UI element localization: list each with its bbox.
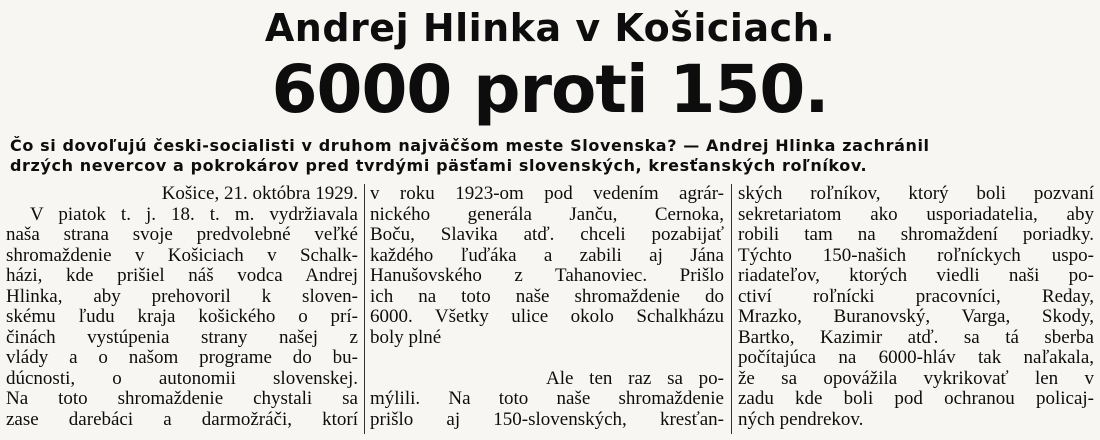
article-line: zadu kde boli pod ochranou policaj- xyxy=(738,388,1094,409)
article-line: skému ľudu kraja košického o prí- xyxy=(6,306,358,327)
article-line: prišlo aj 150-slovenských, kresťan- xyxy=(370,408,724,430)
article-line: Hanušovského z Tahanoviec. Prišlo xyxy=(370,265,724,286)
article-line: naša strana svoje predvolebné veľké xyxy=(6,224,358,245)
article-line: robili tam na shromaždení poriadky. xyxy=(738,224,1094,245)
article-line: riadateľov, ktorých viedli naši po- xyxy=(738,265,1094,286)
article-line: mýlili. Na toto naše shromaždenie xyxy=(370,388,724,409)
article-line: že sa opovážila vykrikovať len v xyxy=(738,367,1094,389)
article-line: nického generála Janču, Cernoka, xyxy=(370,203,724,225)
article-line: dúcnosti, o autonomii slovenskej. xyxy=(6,367,358,389)
article-line: boly plné xyxy=(370,326,442,348)
article-column-2 xyxy=(370,184,724,434)
column-divider xyxy=(731,184,732,434)
article-line: vlády a o našom programe do bu- xyxy=(6,347,358,368)
article-line: shromaždenie v Košiciach v Schalk- xyxy=(6,244,358,266)
article-line: 6000. Všetky ulice okolo Schalkházu xyxy=(370,306,724,327)
article-line: v roku 1923-om pod vedením agrár- xyxy=(370,184,724,204)
article-line: Mrazko, Buranovský, Varga, Skody, xyxy=(738,306,1094,327)
article-line: sekretariatom ako usporiadatelia, aby xyxy=(738,203,1094,225)
article-line: házi, kde prišiel náš vodca Andrej xyxy=(6,265,358,286)
dateline: Košice, 21. októbra 1929. xyxy=(161,184,358,204)
article-line: Ale ten raz sa po- xyxy=(546,367,724,389)
article-line: zase darebáci a darmožráči, ktorí xyxy=(6,408,358,430)
article-line: každého ľuďáka a zabili aj Jána xyxy=(370,244,724,266)
article-line: ných pendrekov. xyxy=(738,408,864,430)
article-line: činách vystúpenia strany našej z xyxy=(6,326,358,348)
article-column-1 xyxy=(6,184,358,434)
article-line: Na toto shromaždenie chystali sa xyxy=(6,388,358,409)
article-line: ctiví roľnícki pracovníci, Reday, xyxy=(738,285,1094,307)
subheadline xyxy=(10,136,1092,176)
article-line: počítajúca na 6000-hláv tak naľakala, xyxy=(738,347,1094,368)
paragraph-gap xyxy=(370,348,724,369)
headline-title: Andrej Hlinka v Košiciach. xyxy=(264,6,836,50)
article-line: ských roľníkov, ktorý boli pozvaní xyxy=(738,184,1094,204)
column-divider xyxy=(364,184,365,434)
article-line: Hlinka, aby prehovoril k sloven- xyxy=(6,285,358,307)
article-line: Týchto 150-našich roľníckych uspo- xyxy=(738,244,1094,266)
article-column-3 xyxy=(738,184,1094,434)
article-line: Bartko, Kazimir atď. sa tá sberba xyxy=(738,326,1094,348)
subheadline-line: drzých nevercov a pokrokárov pred tvrdými päsťami slovenských, kresťanských roľníkov. xyxy=(10,156,868,175)
article-line: V piatok t. j. 18. t. m. vydržiavala xyxy=(30,203,358,225)
headline-numbers: 6000 proti 150. xyxy=(271,51,829,128)
article-line: ich na toto naše shromaždenie do xyxy=(370,285,724,307)
article-line: Boču, Slavika atď. chceli pozabijať xyxy=(370,224,724,245)
subheadline-line: Čo si dovoľujú česki-socialisti v druhom najväčšom meste Slovenska? — Andrej Hlinka zachránil xyxy=(10,136,930,155)
